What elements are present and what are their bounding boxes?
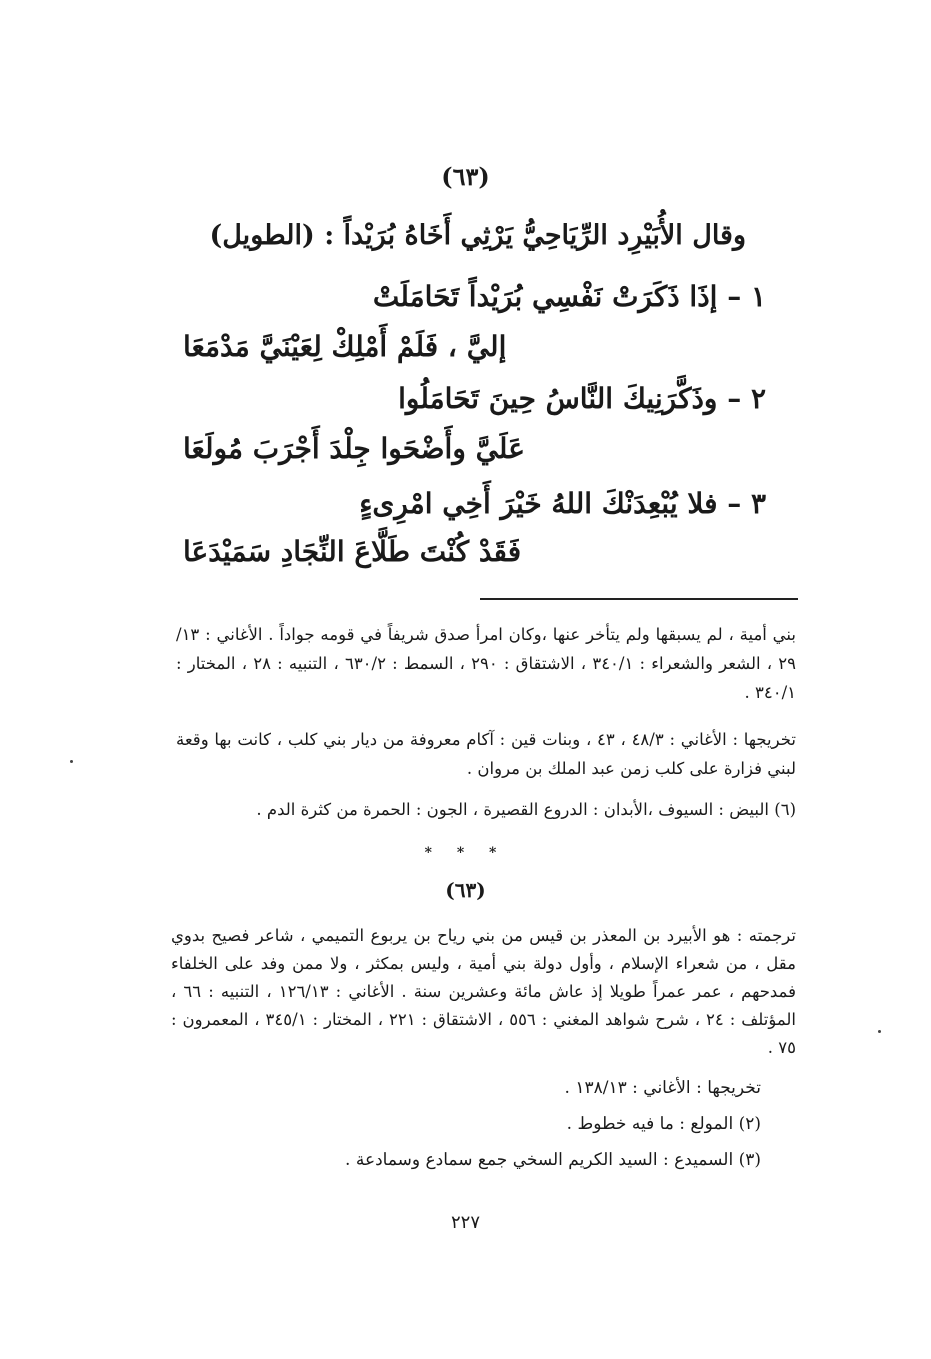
verse-3-first-hemistich: ٣ – فلا يُبْعِدَنْكَ اللهُ خَيْرَ أَخِي امْرِىءٍ (359, 487, 766, 520)
verse-1-second-hemistich: إليَّ ، فَلَمْ أَمْلِكْ لِعَيْنَيَّ مَدْمَعَا (183, 330, 507, 363)
section-number: (٦٣) (445, 878, 486, 902)
page-number: ٢٢٧ (450, 1212, 480, 1233)
verse-2-first-hemistich: ٢ – وذَكَّرَنِيكَ النَّاسُ حِينَ تَحَامَلُوا (398, 382, 766, 415)
verse-3-second-hemistich: فَقَدْ كُنْتَ طَلَّاعَ النِّجَادِ سَمَيْدَعَا (183, 535, 522, 568)
scan-speck (70, 760, 73, 763)
footnote-6 (176, 795, 796, 824)
note-2: (٢) المولع : ما فيه خطوط . (566, 1114, 761, 1134)
verse-1-first-hemistich: ١ – إذَا ذَكَرَتْ نَفْسِي بُرَيْداً تَحَامَلَتْ (372, 280, 766, 313)
footnote-continuation (176, 620, 796, 707)
section-separator: * * * (424, 845, 507, 861)
biography-text: ترجمته : هو الأبيرد بن المعذر بن قيس من بني رياح بن يربوع التميمي ، شاعر فصيح بدوي مقل ، من شعراء الإسلام ، وأول دولة بني أمية ، وليس بمكثر ، ولا ممن وفد على الخلفاء فمدحهم ، عمر عمراً طويلا إذ عاش مائة وعشرين سنة . الأغاني : ١٢٦/١٣ ، التنبيه : ٦٦ ، المؤتلف : ٢٤ ، شرح شواهد المغني : ٥٥٦ ، الاشتقاق : ٢٢١ ، المختار : ٣٤٥/١ ، المعمرون : ٧٥ . (171, 926, 797, 1057)
poem-intro: وقال الأُبَيْرِد الرِّيَاحِيُّ يَرْثِي أَخَاهُ بُرَيْداً : (الطويل) (209, 220, 746, 251)
note-3: (٣) السميدع : السيد الكريم السخي جمع سمادع وسمادعة . (345, 1150, 761, 1170)
footnote-divider (480, 598, 798, 600)
footnote-paragraph: (٦) البيض : السيوف ،الأبدان : الدروع القصيرة ، الجون : الحمرة من كثرة الدم . (256, 800, 796, 819)
note-takhrij: تخريجها : الأغاني : ١٣٨/١٣ . (564, 1078, 761, 1098)
footnote-takhrij (176, 725, 796, 783)
poem-number: (٦٣) (441, 162, 490, 191)
footnote-paragraph: تخريجها : الأغاني : ٤٨/٣ ، ٤٣ ، وبنات قين : آكام معروفة من ديار بني كلب ، كانت بها وقعة لبني فزارة على كلب زمن عبد الملك بن مروان . (176, 730, 796, 778)
footnote-paragraph: بني أمية ، لم يسبقها ولم يتأخر عنها ،وكان امرأ صدق شريفاً في قومه جواداً . الأغاني : ١٣/ ٢٩ ، الشعر والشعراء : ٣٤٠/١ ، الاشتقاق : ٢٩٠ ، السمط : ٦٣٠/٢ ، التنبيه : ٢٨ ، المختار : ٣٤٠/١ . (176, 625, 796, 702)
verse-2-second-hemistich: عَلَيَّ وأَضْحَوا جِلْدَ أَجْرَبَ مُولَعَا (183, 432, 525, 465)
scan-speck (878, 1030, 881, 1033)
poet-biography (171, 922, 796, 1062)
